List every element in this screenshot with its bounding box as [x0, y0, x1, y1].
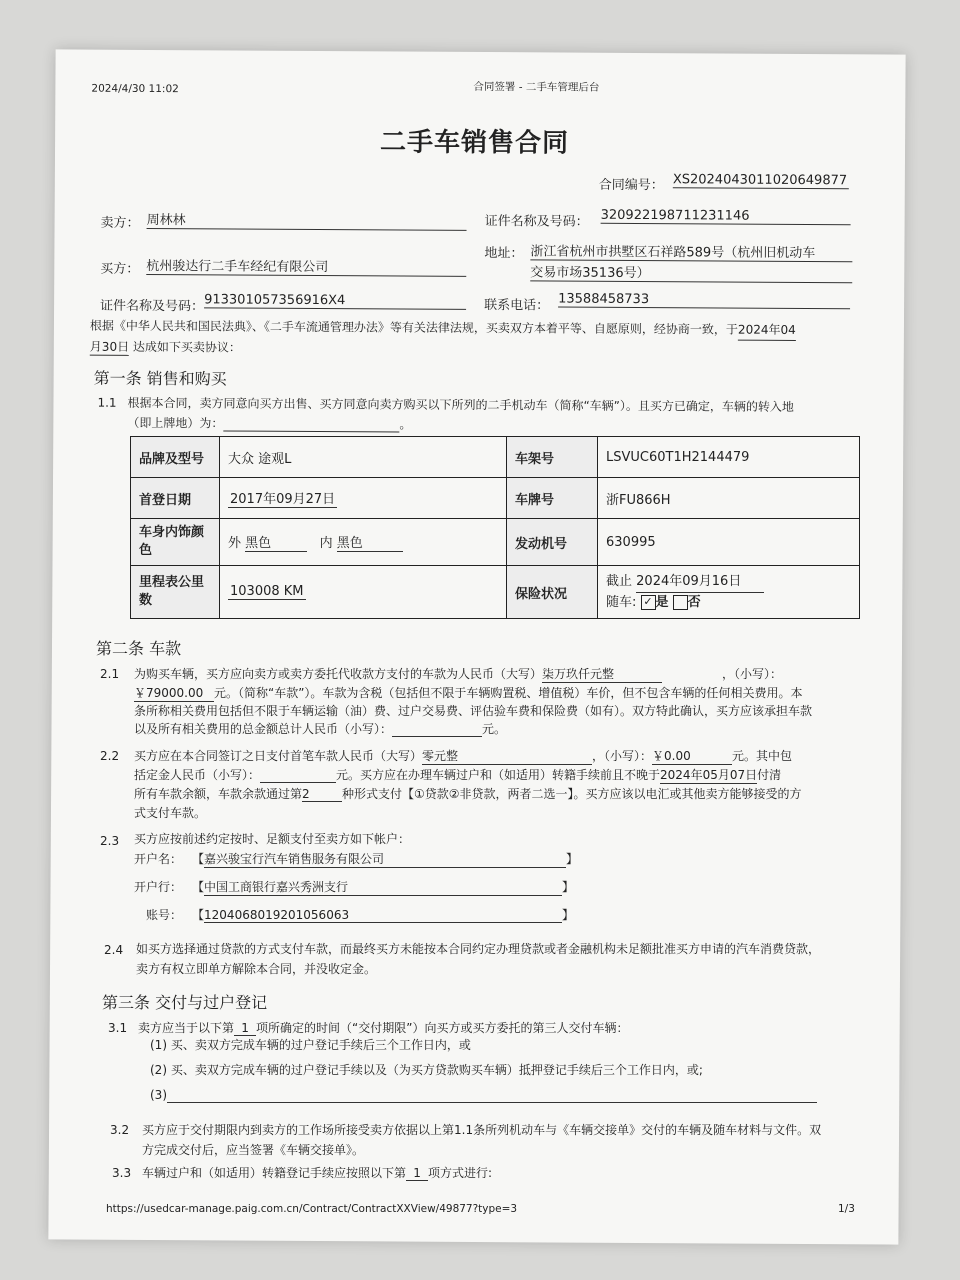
seller-id: 320922198711231146	[601, 208, 851, 226]
clause-1-1-text: 根据本合同，卖方同意向买方出售、买方同意向卖方购买以下所列的二手机动车（简称“车辆”）。且买方已确定，车辆的转入地	[127, 395, 794, 414]
article-3-heading: 第三条 交付与过户登记	[102, 993, 268, 1012]
clause-2-1-number: 2.1	[100, 667, 120, 681]
delivery-option-2: (2) 买、卖双方完成车辆的过户登记手续以及（为买方贷款购买车辆）抵押登记手续后三个工作日内，或;	[150, 1063, 703, 1077]
address-line2: 交易市场35136号）	[530, 261, 852, 283]
bank-row: 开户行： 【中国工商银行嘉兴秀洲支行 】	[134, 880, 575, 894]
clause-3-3-text: 车辆过户和（如适用）转籍登记手续应按照以下第 1 项方式进行:	[142, 1166, 493, 1180]
article-1-heading: 第一条 销售和购买	[93, 368, 227, 389]
clause-2-3-number: 2.3	[100, 834, 120, 848]
price-number: ￥79000.00	[134, 684, 214, 702]
reg-date-value: 2017年09月27日	[228, 488, 337, 508]
seller-label: 卖方：	[100, 215, 140, 231]
clause-1-1-number: 1.1	[97, 395, 117, 410]
payment-method: 2	[302, 787, 342, 802]
clause-2-1-line3: 条所称相关费用包括但不限于车辆运输（油）费、过户交易费、评估验车费和保险费（如有）。双方特此确认，买方应该承担车款	[134, 704, 813, 718]
address-label: 地址：	[484, 246, 524, 262]
down-payment-uppercase: 零元整	[422, 747, 592, 765]
address-line1: 浙江省杭州市拱墅区石祥路589号（杭州旧机动车	[530, 240, 852, 262]
footer-url: https://usedcar-manage.paig.com.cn/Contract/ContractXXView/49877?type=3	[106, 1203, 518, 1215]
mileage-cell	[220, 566, 507, 619]
transfer-option: 1	[406, 1166, 428, 1181]
intro-text-2: 月30日 达成如下买卖协议：	[89, 339, 241, 355]
account-number: 1204068019201056063	[204, 908, 562, 923]
bank-name: 中国工商银行嘉兴秀洲支行	[204, 878, 562, 896]
engine-value: 630995	[598, 519, 860, 566]
delivery-option: 1	[234, 1021, 256, 1036]
engine-label: 发动机号	[507, 519, 598, 566]
reg-date-label: 首登日期	[131, 478, 220, 519]
clause-2-1-line4: 以及所有相关费用的总金额总计人民币（小写）： 元。	[134, 722, 507, 736]
insurance-yes-checkbox: ✓	[641, 595, 656, 610]
interior-color: 黑色	[337, 532, 403, 552]
clause-2-1-line2: ￥79000.00 元。（简称“车款”）。车款为含税（包括但不限于车辆购置税、增值税）车价，但不包含车辆的任何相关费用。本	[134, 686, 803, 700]
clause-2-2-line3: 所有车款余额，车款余款通过第2 种形式支付【①贷款②非贷款，两者二选一】。买方应该以电汇或其他卖方能够接受的方	[134, 787, 802, 801]
mileage-value: 103008 KM	[230, 584, 304, 599]
payoff-deadline: 2024年05月07日	[660, 768, 758, 782]
color-label: 车身内饰颜色	[131, 519, 220, 566]
insurance-no-checkbox	[673, 595, 688, 610]
clause-2-4-number: 2.4	[104, 943, 124, 957]
clause-2-2-line4: 式支付车款。	[134, 806, 207, 820]
mileage-label: 里程表公里数	[131, 566, 220, 619]
clause-1-1-text-2: （即上牌地）为： 。	[127, 415, 412, 432]
footer-page-number: 1/3	[838, 1203, 855, 1215]
seller-name: 周林林	[147, 209, 467, 231]
clause-2-2-line2: 括定金人民币（小写）： 元。买方应在办理车辆过户和（如适用）转籍手续前且不晚于2024年05月07日付清	[134, 768, 782, 782]
buyer-id-label: 证件名称及号码：	[100, 298, 205, 315]
delivery-option-3: (3)	[150, 1088, 817, 1103]
intro-text: 根据《中华人民共和国民法典》、《二手车流通管理办法》等有关法律法规，买卖双方本着平等、自愿原则，经协商一致，于2024年04	[90, 316, 870, 342]
reg-date-cell	[220, 478, 507, 519]
exterior-color: 黑色	[245, 532, 307, 552]
clause-3-2-number: 3.2	[110, 1123, 130, 1137]
account-name-row: 开户名： 【嘉兴骏宝行汽车销售服务有限公司 】	[134, 852, 579, 866]
plate-value: 浙FU866H	[598, 478, 860, 519]
vin-label: 车架号	[507, 437, 598, 478]
clause-2-4-line1: 如买方选择通过贷款的方式支付车款，而最终买方未能按本合同约定办理贷款或者金融机构未足额批准买方申请的汽车消费贷款，	[136, 942, 821, 956]
contract-page	[48, 49, 905, 1244]
intro-date-part1: 2024年04	[738, 320, 796, 341]
vehicle-info-table	[130, 436, 860, 619]
clause-2-2-number: 2.2	[100, 749, 120, 763]
document-title: 二手车销售合同	[379, 127, 570, 159]
phone-label: 联系电话：	[484, 298, 550, 314]
insurance-label: 保险状况	[507, 566, 598, 619]
print-page-title: 合同签署 - 二手车管理后台	[473, 80, 600, 94]
clause-2-3-text: 买方应按前述约定按时、足额支付至卖方如下帐户：	[134, 832, 411, 846]
clause-3-2-line2: 方完成交付后，应当签署《车辆交接单》。	[142, 1143, 365, 1157]
contract-no: XS2024043011020649877	[672, 172, 848, 189]
clause-3-1-text: 卖方应当于以下第 1 项所确定的时间（“交付期限”）向买方或买方委托的第三人交付车辆：	[138, 1021, 629, 1035]
insurance-until: 2024年09月16日	[636, 572, 764, 593]
insurance-cell: 截止 2024年09月16日 随车: ✓ 是 否	[598, 566, 860, 619]
clause-2-1-line1: 为购买车辆，买方应向卖方或卖方委托代收款方支付的车款为人民币（大写）柒万玖仟元整 ，（小写）：	[134, 667, 783, 681]
delivery-option-1: (1) 买、卖双方完成车辆的过户登记手续后三个工作日内，或	[150, 1038, 471, 1052]
buyer-id: 913301057356916X4	[204, 292, 466, 310]
contract-no-label: 合同编号：	[598, 177, 664, 194]
print-datetime: 2024/4/30 11:02	[91, 82, 179, 96]
clause-3-2-line1: 买方应于交付期限内到卖方的工作场所接受卖方依据以上第1.1条所列机动车与《车辆交接单》交付的车辆及随车材料与文件。双	[142, 1123, 822, 1137]
clause-3-1-number: 3.1	[108, 1021, 128, 1035]
clause-3-3-number: 3.3	[112, 1166, 132, 1180]
down-payment-number: ￥0.00	[652, 747, 732, 765]
account-name: 嘉兴骏宝行汽车销售服务有限公司	[204, 850, 566, 868]
buyer-label: 买方：	[100, 261, 140, 277]
clause-2-4-line2: 卖方有权立即单方解除本合同，并没收定金。	[136, 962, 377, 976]
brand-label: 品牌及型号	[131, 437, 220, 478]
vin-value: LSVUC60T1H2144479	[598, 437, 860, 478]
price-uppercase: 柒万玖仟元整	[542, 665, 662, 683]
buyer-name: 杭州骏达行二手车经纪有限公司	[146, 255, 466, 277]
article-2-heading: 第二条 车款	[96, 639, 182, 658]
account-no-row: 账号： 【1204068019201056063 】	[146, 908, 575, 922]
phone: 13588458733	[558, 291, 850, 309]
clause-2-2-line1: 买方应在本合同签订之日支付首笔车款人民币（大写）零元整 ，（小写）：￥0.00 元。其中包	[134, 749, 793, 763]
brand-value: 大众 途观L	[220, 437, 507, 478]
intro-date-part2: 月30日	[89, 339, 130, 354]
color-cell: 外 黑色 内 黑色	[220, 519, 507, 566]
seller-id-label: 证件名称及号码：	[484, 214, 589, 230]
plate-label: 车牌号	[507, 478, 598, 519]
